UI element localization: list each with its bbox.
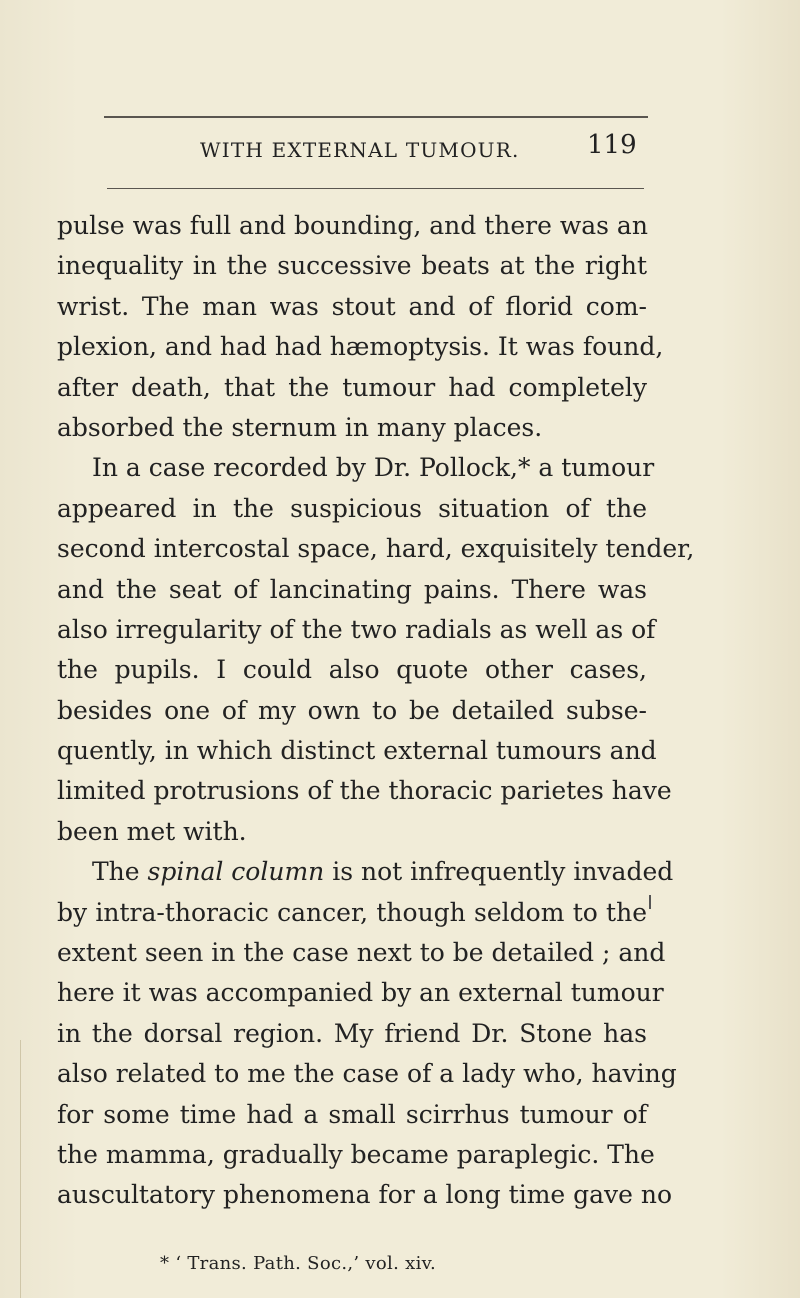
text-line: appeared in the suspicious situation of the: [57, 493, 647, 523]
italic-phrase: spinal column: [147, 857, 325, 887]
footnote: * ‘ Trans. Path. Soc.,’ vol. xiv.: [160, 1253, 436, 1274]
text-line: after death, that the tumour had completely: [57, 372, 647, 402]
text-line: [57, 852, 674, 892]
text-line: been met with.: [57, 816, 247, 846]
margin-mark: [649, 895, 651, 909]
text-run: The: [92, 857, 148, 887]
text-line: In a case recorded by Dr. Pollock,* a tumour: [92, 453, 655, 483]
header-rule-bottom: [107, 188, 644, 189]
text-run: is not infrequently invaded: [324, 857, 674, 887]
text-line: wrist. The man was stout and of florid com-: [57, 291, 647, 321]
text-line: besides one of my own to be detailed subse-: [57, 695, 647, 725]
text-line: by intra-thoracic cancer, though seldom to the: [57, 897, 647, 927]
text-line: and the seat of lancinating pains. There was: [57, 574, 647, 604]
header-rule-top: [104, 116, 648, 118]
text-line: pulse was full and bounding, and there was an: [57, 211, 648, 240]
text-line: limited protrusions of the thoracic parietes have: [57, 776, 672, 806]
text-line: absorbed the sternum in many places.: [57, 412, 543, 442]
text-line: extent seen in the case next to be detailed ; and: [57, 938, 666, 968]
text-line: inequality in the successive beats at the right: [57, 251, 647, 281]
text-line: quently, in which distinct external tumours and: [57, 736, 657, 766]
text-line: also irregularity of the two radials as well as of: [57, 614, 656, 644]
text-line: auscultatory phenomena for a long time gave no: [57, 1180, 673, 1210]
text-line: for some time had a small scirrhus tumour of: [57, 1099, 647, 1129]
text-line: in the dorsal region. My friend Dr. Stone has: [57, 1018, 647, 1048]
running-head: WITH EXTERNAL TUMOUR.: [200, 138, 520, 162]
page-number: 119: [587, 130, 637, 160]
text-line: here it was accompanied by an external tumour: [57, 978, 664, 1008]
page-edge-shadow: [20, 1040, 21, 1298]
text-line: also related to me the case of a lady who, having: [57, 1059, 677, 1089]
text-line: second intercostal space, hard, exquisitely tender,: [57, 534, 695, 564]
text-line: plexion, and had had hæmoptysis. It was found,: [57, 332, 664, 362]
text-line: the pupils. I could also quote other cases,: [57, 655, 647, 685]
body-text: [57, 206, 695, 1216]
text-line: the mamma, gradually became paraplegic. The: [57, 1139, 655, 1169]
